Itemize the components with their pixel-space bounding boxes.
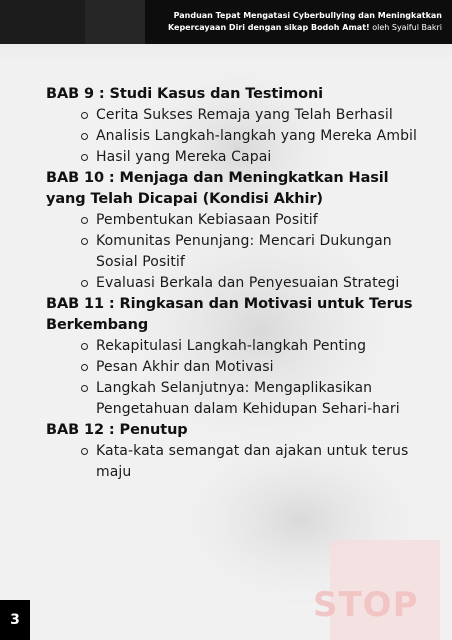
chapter-items bbox=[46, 210, 426, 294]
header-title bbox=[142, 10, 442, 34]
chapter-heading: BAB 9 : Studi Kasus dan Testimoni bbox=[46, 86, 324, 102]
list-item bbox=[96, 105, 426, 126]
list-item bbox=[96, 126, 426, 147]
circle-bullet-icon bbox=[81, 133, 88, 140]
circle-bullet-icon bbox=[81, 112, 88, 119]
list-item-text: Langkah Selanjutnya: Mengaplikasikan Pengetahuan dalam Kehidupan Sehari-hari bbox=[96, 380, 400, 417]
circle-bullet-icon bbox=[81, 238, 88, 245]
chapter-11 bbox=[46, 294, 426, 420]
chapter-12 bbox=[46, 420, 426, 483]
list-item bbox=[96, 378, 426, 420]
list-item bbox=[96, 441, 426, 483]
circle-bullet-icon bbox=[81, 280, 88, 287]
list-item-text: Hasil yang Mereka Capai bbox=[96, 149, 272, 165]
page-number: 3 bbox=[0, 600, 30, 640]
list-item bbox=[96, 336, 426, 357]
chapter-items bbox=[46, 441, 426, 483]
list-item bbox=[96, 147, 426, 168]
stop-sign-text: STOP bbox=[313, 585, 419, 625]
list-item bbox=[96, 231, 426, 273]
chapter-items bbox=[46, 336, 426, 420]
circle-bullet-icon bbox=[81, 364, 88, 371]
chapter-10 bbox=[46, 168, 426, 294]
list-item-text: Analisis Langkah-langkah yang Mereka Ambil bbox=[96, 128, 418, 144]
list-item-text: Cerita Sukses Remaja yang Telah Berhasil bbox=[96, 107, 393, 123]
list-item bbox=[96, 357, 426, 378]
chapter-heading: BAB 11 : Ringkasan dan Motivasi untuk Terus Berkembang bbox=[46, 296, 413, 333]
chapter-items bbox=[46, 105, 426, 168]
circle-bullet-icon bbox=[81, 385, 88, 392]
list-item-text: Komunitas Penunjang: Mencari Dukungan Sosial Positif bbox=[96, 233, 392, 270]
chapter-9 bbox=[46, 84, 426, 168]
list-item bbox=[96, 273, 426, 294]
list-item-text: Pembentukan Kebiasaan Positif bbox=[96, 212, 318, 228]
list-item-text: Rekapitulasi Langkah-langkah Penting bbox=[96, 338, 367, 354]
list-item-text: Evaluasi Berkala dan Penyesuaian Strategi bbox=[96, 275, 400, 291]
list-item bbox=[96, 210, 426, 231]
list-item-text: Kata-kata semangat dan ajakan untuk terus maju bbox=[96, 443, 409, 480]
chapter-heading: BAB 10 : Menjaga dan Meningkatkan Hasil yang Telah Dicapai (Kondisi Akhir) bbox=[46, 170, 389, 207]
circle-bullet-icon bbox=[81, 343, 88, 350]
header-title-line1: Panduan Tepat Mengatasi Cyberbullying dan Meningkatkan bbox=[173, 11, 442, 20]
circle-bullet-icon bbox=[81, 448, 88, 455]
list-item-text: Pesan Akhir dan Motivasi bbox=[96, 359, 274, 375]
header-author: oleh Syaiful Bakri bbox=[372, 23, 442, 32]
table-of-contents bbox=[46, 84, 426, 483]
circle-bullet-icon bbox=[81, 154, 88, 161]
header-title-line2: Kepercayaan Diri dengan sikap Bodoh Amat! bbox=[167, 23, 370, 32]
circle-bullet-icon bbox=[81, 217, 88, 224]
header-bar bbox=[0, 0, 452, 44]
chapter-heading: BAB 12 : Penutup bbox=[46, 422, 188, 438]
